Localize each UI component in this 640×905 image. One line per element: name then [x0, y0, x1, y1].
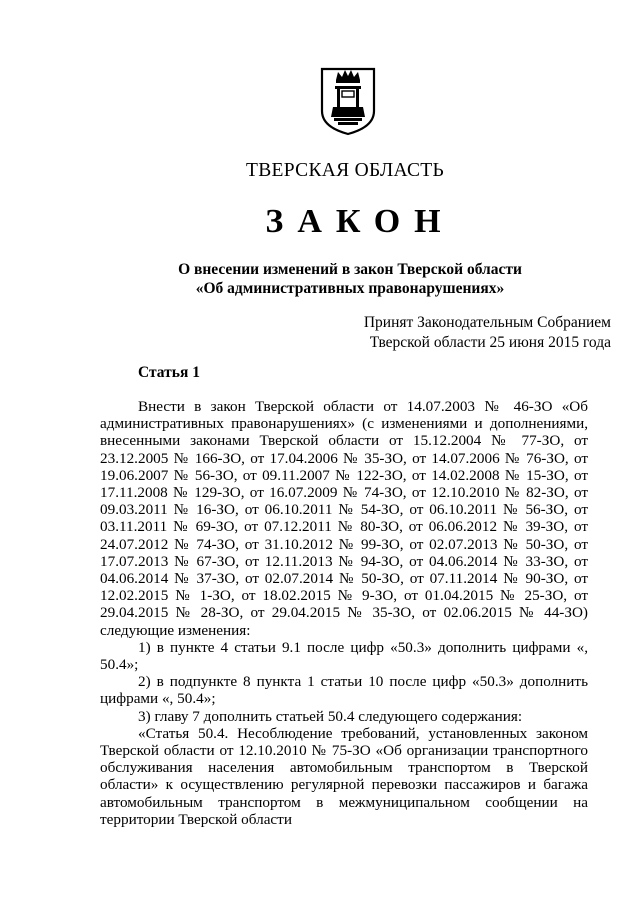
adoption-note-line-2: Тверской области 25 июня 2015 года [369, 334, 611, 351]
adoption-note [364, 313, 611, 353]
document-type-heading: ЗАКОН [265, 203, 455, 240]
quoted-new-article: «Статья 50.4. Несоблюдение требований, установленных законом Тверской области от 12.10.2010 № 75-ЗО «Об организации транспортного обслуживания населения автомобильным транспортом в Тверской области» к осуществлению регулярной перевозки пассажиров и багажа автомобильным транспортом в межмуниципальном сообщении на территории Тверской области [100, 724, 588, 828]
adoption-note-line-1: Принят Законодательным Собранием [363, 314, 611, 331]
amendment-item-1: 1) в пункте 4 статьи 9.1 после цифр «50.3» дополнить цифрами «, 50.4»; [100, 638, 588, 674]
law-subject-line-1: О внесении изменений в закон Тверской области [178, 261, 522, 278]
throne-icon [331, 86, 365, 125]
law-subject-line-2: «Об административных правонарушениях» [195, 280, 505, 297]
law-subject [0, 260, 640, 298]
article-body [100, 398, 588, 828]
article-intro-paragraph: Внести в закон Тверской области от 14.07.2003 № 46-ЗО «Об административных правонарушениях» (с изменениями и дополнениями, внесенными законами Тверской области от 15.12.2004 № 77-ЗО, от 23.12.2005 № 166-ЗО, от 17.04.2006 № 35-ЗО, от 14.07.2006 № 76-ЗО, от 19.06.2007 № 56-ЗО, от 09.11.2007 № 122-ЗО, от 14.02.2008 № 15-ЗО, от 17.11.2008 № 129-ЗО, от 16.07.2009 № 74-ЗО, от 12.10.2010 № 82-ЗО, от 09.03.2011 № 16-ЗО, от 06.10.2011 № 54-ЗО, от 06.10.2011 № 56-ЗО, от 03.11.2011 № 69-ЗО, от 07.12.2011 № 80-ЗО, от 06.06.2012 № 39-ЗО, от 24.07.2012 № 74-ЗО, от 31.10.2012 № 99-ЗО, от 02.07.2013 № 50-ЗО, от 17.07.2013 № 67-ЗО, от 12.11.2013 № 94-ЗО, от 04.06.2014 № 33-ЗО, от 04.06.2014 № 37-ЗО, от 02.07.2014 № 50-ЗО, от 07.11.2014 № 90-ЗО, от 12.02.2015 № 1-ЗО, от 18.02.2015 № 9-ЗО, от 01.04.2015 № 25-ЗО, от 29.04.2015 № 28-ЗО, от 29.04.2015 № 35-ЗО, от 02.06.2015 № 44-ЗО) следующие изменения: [100, 398, 588, 639]
amendment-item-2: 2) в подпункте 8 пункта 1 статьи 10 после цифр «50.3» дополнить цифрами «, 50.4»; [100, 673, 588, 708]
crown-icon [336, 70, 360, 83]
region-title: ТВЕРСКАЯ ОБЛАСТЬ [246, 160, 444, 181]
coat-of-arms-emblem [318, 65, 378, 137]
amendment-item-3: 3) главу 7 дополнить статьей 50.4 следующего содержания: [138, 707, 523, 725]
article-title: Статья 1 [138, 364, 200, 381]
